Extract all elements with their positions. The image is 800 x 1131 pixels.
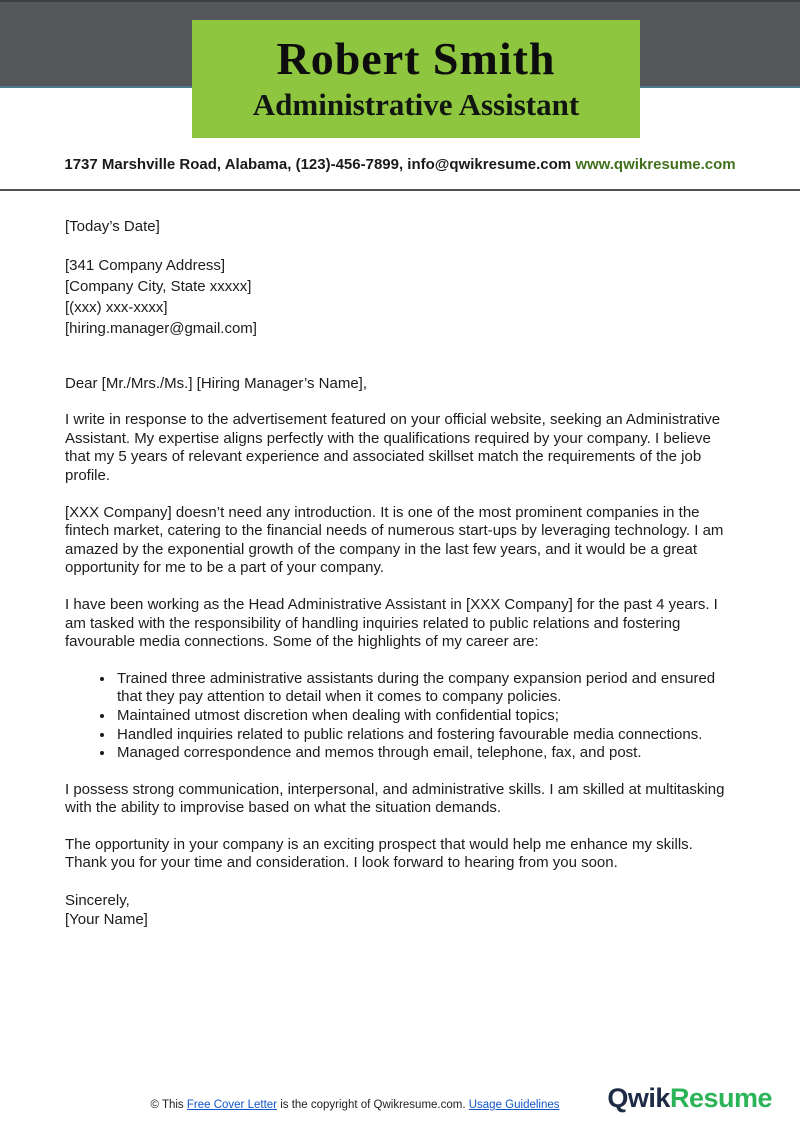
person-job-title: Administrative Assistant — [252, 87, 580, 122]
contact-info: 1737 Marshville Road, Alabama, (123)-456-7899, info@qwikresume.com — [64, 156, 572, 173]
list-item: • Maintained utmost discretion when dealing with confidential topics; — [115, 707, 737, 726]
free-cover-letter-link[interactable]: Free Cover Letter — [186, 1099, 277, 1111]
usage-guidelines-link[interactable]: Usage Guidelines — [468, 1099, 560, 1111]
paragraph: The opportunity in your company is an exciting prospect that would help me enhance my skills. Thank you for your time and consideration. I look forward to hearing from you soon. — [65, 835, 693, 872]
copyright-line — [0, 1099, 710, 1111]
contact-line — [0, 156, 800, 173]
list-item: • Trained three administrative assistants during the company expansion period and ensured that they pay attention to detail when it comes to company policies. — [115, 670, 737, 707]
date-line: [Today’s Date] — [65, 218, 160, 235]
list-item: • Handled inquiries related to public relations and fostering favourable media connections. — [115, 726, 737, 745]
address-line: [(xxx) xxx-xxxx] — [65, 298, 168, 316]
logo-text-qwik: Qwik — [607, 1083, 670, 1113]
address-line: [Company City, State xxxxx] — [65, 277, 252, 295]
recipient-address-block — [65, 255, 737, 339]
copyright-middle: is the copyright of Qwikresume.com. — [277, 1099, 469, 1111]
list-item: • Managed correspondence and memos through email, telephone, fax, and post. — [115, 744, 737, 763]
paragraph: I possess strong communication, interpersonal, and administrative skills. I am skilled at multitasking with the ability to improvise based on what the situation demands. — [65, 780, 725, 817]
logo-text-resume: Resume — [669, 1083, 772, 1113]
address-line: [hiring.manager@gmail.com] — [65, 319, 257, 337]
copyright-prefix: © This — [150, 1099, 187, 1111]
paragraph: I write in response to the advertisement featured on your official website, seeking an Administrative Assistant. My expertise aligns perfectly with the qualifications required by your company. I believe that my 5 years of relevant experience and associated skillset match the requirements of the job profile. — [65, 411, 721, 484]
paragraph: I have been working as the Head Administrative Assistant in [XXX Company] for the past 4 years. I am tasked with the responsibility of handling inquiries related to public relations and fostering favourable media connections. Some of the highlights of my career are: — [65, 595, 718, 651]
paragraph: [XXX Company] doesn’t need any introduction. It is one of the most prominent companies in the fintech market, catering to the financial needs of numerous start-ups by leveraging technology. I am amazed by the exponential growth of the company in the last few years, and it would be a great opportunity for me to be a part of your company. — [65, 503, 724, 577]
salutation: Dear [Mr./Mrs./Ms.] [Hiring Manager’s Name], — [65, 374, 368, 392]
qwikresume-logo — [607, 1083, 772, 1114]
address-line: [341 Company Address] — [65, 256, 226, 274]
career-highlights-list — [65, 670, 737, 763]
signoff: Sincerely, — [65, 892, 130, 910]
header-divider — [0, 189, 800, 191]
letter-body — [65, 218, 737, 929]
website-link[interactable]: www.qwikresume.com — [575, 156, 736, 173]
signoff-block — [65, 891, 737, 929]
signature-placeholder: [Your Name] — [65, 911, 148, 929]
person-name: Robert Smith — [276, 33, 556, 84]
header-name-box — [192, 20, 640, 138]
